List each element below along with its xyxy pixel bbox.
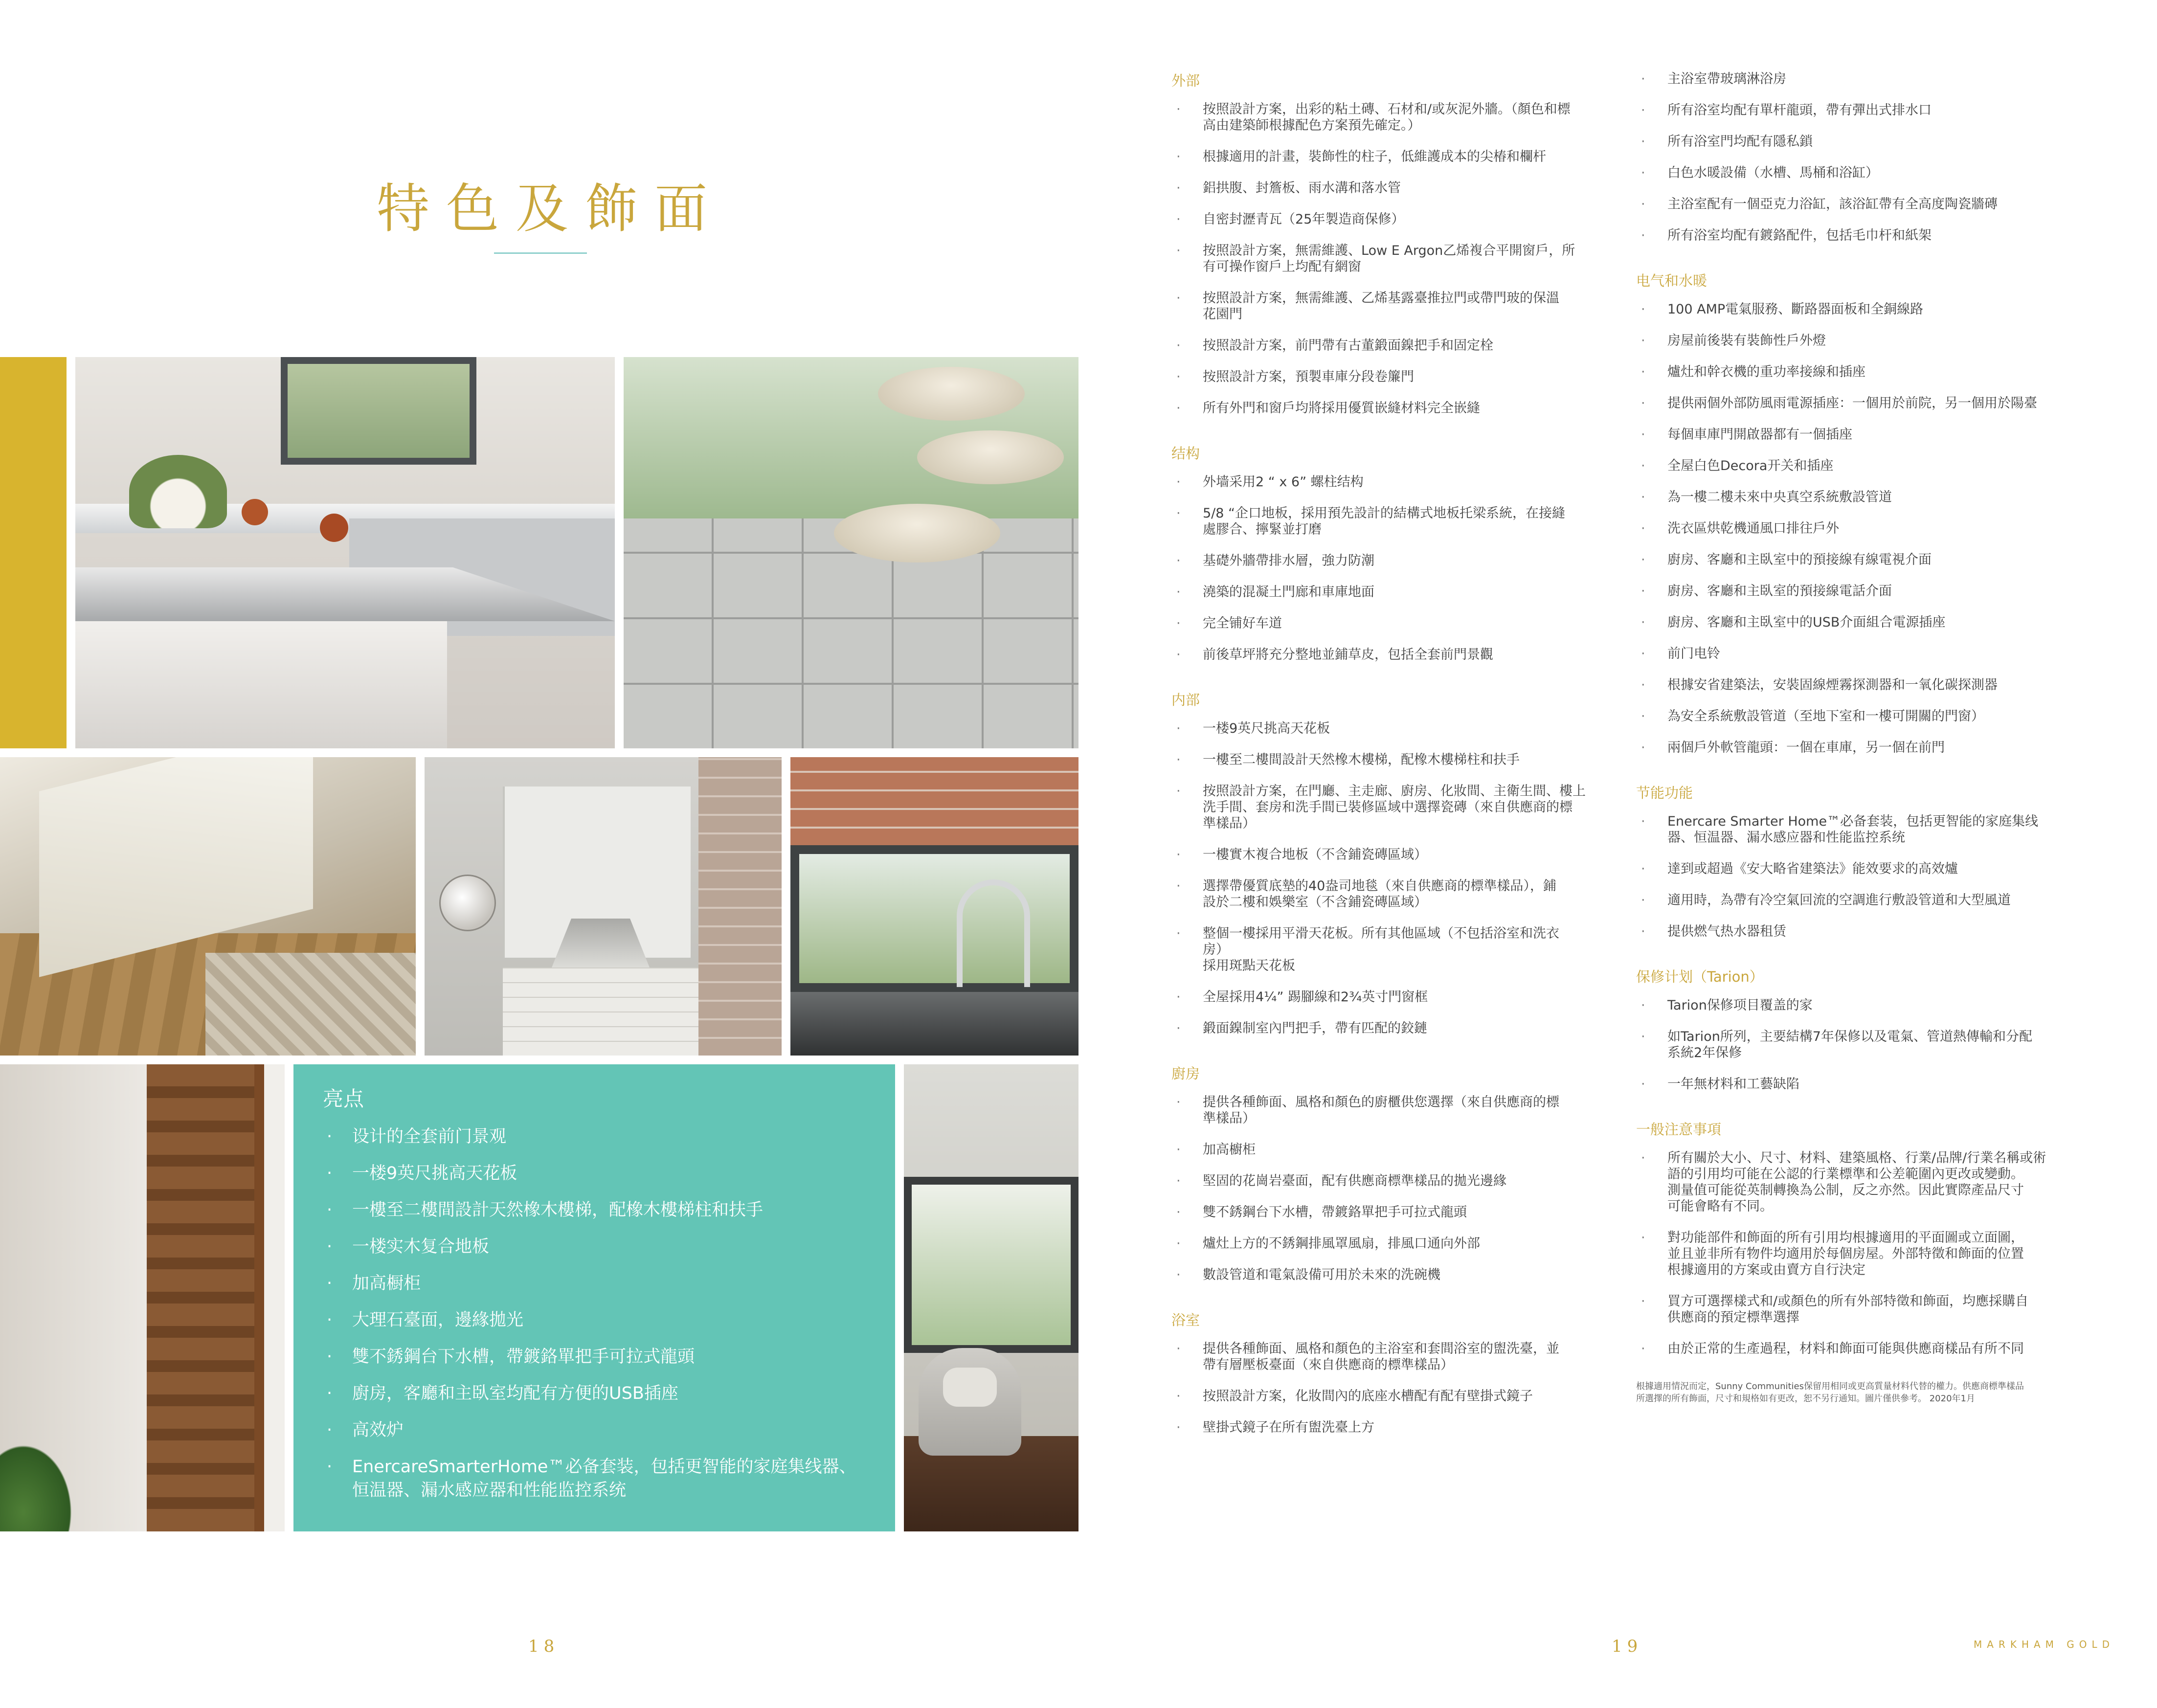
spec-item: · 完全铺好车道 xyxy=(1171,615,1709,631)
spec-list xyxy=(1171,1341,1709,1436)
spec-item: · 按照設計方案，前門帶有古董鍛面鎳把手和固定栓 xyxy=(1171,337,1709,354)
spec-item: · 根據安省建築法，安裝固線煙霧探測器和一氧化碳探測器 xyxy=(1636,677,2155,693)
section-title: 一般注意事項 xyxy=(1636,1121,1722,1138)
spec-section xyxy=(1171,690,1709,1036)
spec-item: · 鋁拱腹、封簷板、雨水溝和落水管 xyxy=(1171,180,1709,196)
spec-item: · 主浴室配有一個亞克力浴缸，該浴缸帶有全高度陶瓷牆磚 xyxy=(1636,196,2155,212)
title-underline xyxy=(494,252,587,254)
spec-item: · 每個車庫門開啟器都有一個插座 xyxy=(1636,427,2155,443)
spec-section xyxy=(1636,967,2155,1092)
brand-footer: MARKHAM GOLD xyxy=(1974,1639,2115,1650)
spec-section xyxy=(1636,71,2155,244)
page-number-left: 18 xyxy=(528,1637,560,1656)
spec-item: · 為安全系統敷設管道（至地下室和一樓可開關的門窗） xyxy=(1636,708,2155,724)
spec-item: · 前门电铃 xyxy=(1636,646,2155,662)
spec-item: · 加高櫥柜 xyxy=(1171,1142,1709,1158)
spec-item: · 買方可選擇樣式和/或顏色的所有外部特徵和飾面，均應採購自 供應商的預定標準選擇 xyxy=(1636,1293,2155,1326)
spec-section xyxy=(1636,1120,2155,1357)
section-title: 保修计划（Tarion） xyxy=(1636,968,1764,985)
spec-item: · 基礎外牆帶排水層，強力防潮 xyxy=(1171,553,1709,569)
spec-item: · 達到或超過《安大略省建築法》能效要求的高效爐 xyxy=(1636,861,2155,877)
highlights-list xyxy=(323,1125,866,1502)
staircase-photo xyxy=(0,1064,285,1531)
spec-item: · 一樓實木複合地板（不含鋪瓷磚區域） xyxy=(1171,847,1709,863)
spec-item: · 所有浴室均配有單杆龍頭，帶有彈出式排水口 xyxy=(1636,102,2155,118)
spec-item: · Tarion保修项目覆盖的家 xyxy=(1636,997,2155,1013)
highlight-item: · 一楼9英尺挑高天花板 xyxy=(323,1162,866,1185)
spec-item: · 按照設計方案，出彩的粘土磚、石材和/或灰泥外牆。（顏色和標 高由建築師根據配色方案預先確定。） xyxy=(1171,101,1709,134)
kitchen-photo xyxy=(75,357,615,748)
highlight-item: · 一樓至二樓間設計天然橡木樓梯，配橡木樓梯柱和扶手 xyxy=(323,1198,866,1222)
page-number-right: 19 xyxy=(1612,1637,1643,1656)
spec-item: · 外墙采用2 “ x 6” 螺柱结构 xyxy=(1171,474,1709,490)
spec-item: · 全屋採用4¼” 踢腳線和2¾英寸門窗框 xyxy=(1171,989,1709,1005)
spec-item: · 前後草坪將充分整地並鋪草皮，包括全套前門景觀 xyxy=(1171,647,1709,663)
spec-item: · 白色水暖設備（水槽、馬桶和浴缸） xyxy=(1636,165,2155,181)
spec-item: · 雙不銹鋼台下水槽，帶鍍鉻單把手可拉式龍頭 xyxy=(1171,1204,1709,1220)
left-page xyxy=(0,0,1078,1708)
page-title: 特色及飾面 xyxy=(377,179,724,240)
bar-stools-photo xyxy=(624,357,1078,748)
section-title: 电气和水暖 xyxy=(1636,272,1708,289)
spec-section xyxy=(1171,71,1709,416)
disclaimer-text: 根據適用情況而定，Sunny Communities保留用相同或更高質量材料代替的權力。供應商標準樣品 所選擇的所有飾面，尺寸和規格如有更改，恕不另行通知。圖片僅供參考。 2020年1月 xyxy=(1636,1381,2024,1404)
spec-item: · 所有關於大小、尺寸、材料、建築風格、行業/品牌/行業名稱或術 語的引用均可能在公認的行業標準和公差範圍內更改或變動。 測量值可能從英制轉換為公制，反之亦然。因此實際產品尺寸 可能會略有不同。 xyxy=(1636,1150,2155,1214)
spec-item: · 鍛面鎳制室內門把手，帶有匹配的鉸鏈 xyxy=(1171,1020,1709,1036)
spec-item: · 按照設計方案，無需維護、Low E Argon乙烯複合平開窗戶，所 有可操作窗戶上均配有網窗 xyxy=(1171,243,1709,275)
section-title: 结构 xyxy=(1171,445,1200,462)
spec-list xyxy=(1171,474,1709,663)
spec-item: · 主浴室帶玻璃淋浴房 xyxy=(1636,71,2155,87)
specs-column-2 xyxy=(1636,71,2155,1405)
gold-accent-bar xyxy=(0,357,67,748)
spec-item: · 數設管道和電氣設備可用於未來的洗碗機 xyxy=(1171,1267,1709,1283)
right-page xyxy=(1078,0,2157,1708)
spec-item: · 如Tarion所列，主要結構7年保修以及電氣、管道熱傳輸和分配 系統2年保修 xyxy=(1636,1029,2155,1061)
spec-item: · 兩個戶外軟管龍頭：一個在車庫，另一個在前門 xyxy=(1636,740,2155,756)
spec-item: · 按照設計方案，在門廳、主走廊、廚房、化妝間、主衛生間、樓上 洗手間、套房和洗手間已裝修區域中選擇瓷磚（來自供應商的標 準樣品） xyxy=(1171,783,1709,832)
highlight-item: · 雙不銹鋼台下水槽，帶鍍鉻單把手可拉式龍頭 xyxy=(323,1345,866,1369)
spec-item: · 按照設計方案，預製車庫分段卷簾門 xyxy=(1171,369,1709,385)
spec-list xyxy=(1171,101,1709,416)
highlight-item: · EnercareSmarterHome™必备套装，包括更智能的家庭集线器、恒温器、漏水感应器和性能监控系统 xyxy=(323,1455,866,1502)
spec-list xyxy=(1636,813,2155,940)
spec-item: · 洗衣區烘乾機通風口排往戶外 xyxy=(1636,520,2155,537)
section-title: 内部 xyxy=(1171,692,1200,708)
spec-item: · 5/8 “企口地板，採用預先設計的結構式地板托梁系統，在接縫 處膠合、擰緊並打磨 xyxy=(1171,505,1709,538)
highlights-panel xyxy=(293,1064,895,1531)
spec-item: · 澆築的混凝土門廊和車庫地面 xyxy=(1171,584,1709,600)
spec-item: · 一楼9英尺挑高天花板 xyxy=(1171,720,1709,737)
spec-item: · 所有浴室均配有鍍鉻配件，包括毛巾杆和紙架 xyxy=(1636,227,2155,244)
highlight-item: · 廚房，客廳和主臥室均配有方便的USB插座 xyxy=(323,1382,866,1405)
spec-item: · 房屋前後裝有裝飾性戶外燈 xyxy=(1636,333,2155,349)
spec-item: · 提供兩個外部防風雨電源插座：一個用於前院，另一個用於陽臺 xyxy=(1636,395,2155,411)
spec-item: · 廚房、客廳和主臥室中的預接線有線電視介面 xyxy=(1636,552,2155,568)
highlight-item: · 高效炉 xyxy=(323,1418,866,1442)
bedroom-corner-photo xyxy=(0,757,416,1056)
spec-list xyxy=(1636,301,2155,756)
spec-item: · 壁掛式鏡子在所有盥洗臺上方 xyxy=(1171,1419,1709,1436)
highlight-item: · 设计的全套前门景观 xyxy=(323,1125,866,1148)
spec-item: · 按照設計方案，無需維護、乙烯基露臺推拉門或帶門玻的保溫 花園門 xyxy=(1171,290,1709,322)
specs-column-1 xyxy=(1171,71,1709,1463)
spec-list xyxy=(1636,71,2155,244)
window-faucet-photo xyxy=(790,757,1078,1056)
spec-item: · 一年無材料和工藝缺陷 xyxy=(1636,1076,2155,1092)
section-title: 浴室 xyxy=(1171,1312,1200,1328)
highlight-item: · 一楼实木复合地板 xyxy=(323,1235,866,1259)
spec-section xyxy=(1171,444,1709,663)
spec-item: · Enercare Smarter Home™必备套装，包括更智能的家庭集线 器、恒温器、漏水感应器和性能监控系统 xyxy=(1636,813,2155,846)
highlights-title: 亮点 xyxy=(323,1087,364,1111)
spec-section xyxy=(1171,1064,1709,1283)
spec-item: · 由於正常的生產過程，材料和飾面可能與供應商樣品有所不同 xyxy=(1636,1341,2155,1357)
spec-item: · 自密封瀝青瓦（25年製造商保修） xyxy=(1171,211,1709,227)
spec-item: · 為一樓二樓未來中央真空系統敷設管道 xyxy=(1636,489,2155,505)
spec-list xyxy=(1636,997,2155,1092)
highlight-item: · 加高橱柜 xyxy=(323,1272,866,1295)
spec-item: · 提供燃气热水器租赁 xyxy=(1636,923,2155,940)
spec-item: · 所有外門和窗戶均將採用優質嵌縫材料完全嵌縫 xyxy=(1171,400,1709,416)
spec-item: · 100 AMP電氣服務、斷路器面板和全銅線路 xyxy=(1636,301,2155,317)
spec-item: · 對功能部件和飾面的所有引用均根據適用的平面圖或立面圖， 並且並非所有物件均適用於每個房屋。外部特徵和飾面的位置 根據適用的方案或由賣方自行決定 xyxy=(1636,1230,2155,1278)
spec-item: · 選擇帶優質底墊的40盎司地毯（來自供應商的標準樣品），鋪 設於二樓和娛樂室（不含鋪瓷磚區域） xyxy=(1171,878,1709,910)
spec-item: · 一樓至二樓間設計天然橡木樓梯，配橡木樓梯柱和扶手 xyxy=(1171,752,1709,768)
spec-item: · 整個一樓採用平滑天花板。所有其他區域（不包括浴室和洗衣 房） 採用斑點天花板 xyxy=(1171,925,1709,974)
spec-item: · 廚房、客廳和主臥室中的USB介面組合電源插座 xyxy=(1636,614,2155,630)
spec-item: · 適用時，為帶有冷空氣回流的空調進行敷設管道和大型風道 xyxy=(1636,892,2155,908)
spec-list xyxy=(1171,720,1709,1036)
spec-item: · 按照設計方案，化妝間內的底座水槽配有配有壁掛式鏡子 xyxy=(1171,1388,1709,1404)
living-room-photo xyxy=(904,1064,1078,1531)
highlight-item: · 大理石臺面，邊緣拋光 xyxy=(323,1308,866,1332)
spec-item: · 全屋白色Decora开关和插座 xyxy=(1636,458,2155,474)
spec-item: · 堅固的花崗岩臺面，配有供應商標準樣品的拋光邊緣 xyxy=(1171,1173,1709,1189)
spec-item: · 廚房、客廳和主臥室的預接線電話介面 xyxy=(1636,583,2155,599)
section-title: 外部 xyxy=(1171,72,1200,89)
spec-item: · 爐灶和幹衣機的重功率接線和插座 xyxy=(1636,364,2155,380)
section-title: 节能功能 xyxy=(1636,785,1693,801)
spec-section xyxy=(1636,783,2155,940)
spec-item: · 根據適用的計畫，裝飾性的柱子，低維護成本的尖椿和欄杆 xyxy=(1171,149,1709,165)
spec-section xyxy=(1636,271,2155,756)
section-title: 廚房 xyxy=(1171,1065,1200,1082)
spec-item: · 提供各種飾面、風格和顏色的主浴室和套間浴室的盥洗臺，並 帶有層壓板臺面（來自供應商的標準樣品） xyxy=(1171,1341,1709,1373)
range-hood-photo xyxy=(425,757,782,1056)
spec-list xyxy=(1636,1150,2155,1357)
spec-item: · 所有浴室門均配有隱私鎖 xyxy=(1636,134,2155,150)
spec-item: · 提供各種飾面、風格和顏色的廚櫃供您選擇（來自供應商的標 準樣品） xyxy=(1171,1094,1709,1126)
spec-list xyxy=(1171,1094,1709,1283)
spec-section xyxy=(1171,1310,1709,1436)
spec-item: · 爐灶上方的不銹鋼排風罩風扇，排風口通向外部 xyxy=(1171,1236,1709,1252)
